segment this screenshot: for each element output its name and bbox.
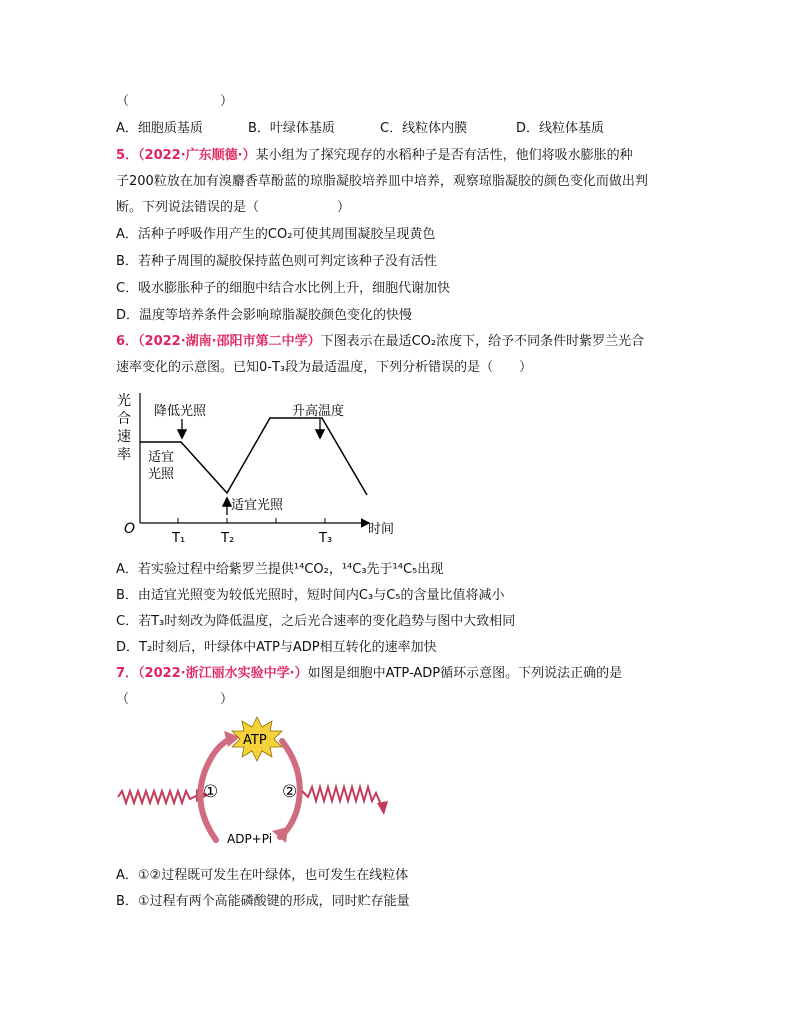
- q5-number: 5．: [116, 148, 139, 163]
- q7-option-b: B．①过程有两个高能磷酸键的形成，同时贮存能量: [116, 894, 410, 909]
- energy-in-zigzag: [118, 791, 198, 803]
- ann-suitable-light: 适宜光照: [231, 498, 284, 513]
- q5-stem-line1: [116, 146, 633, 166]
- q6-source: （2022·湖南·邵阳市第二中学）: [138, 334, 321, 349]
- rate-curve: [140, 418, 367, 495]
- q6-number: 6．: [116, 334, 139, 349]
- q6-stem1: 下图表示在最适CO₂浓度下，给予不同条件时紫罗兰光合: [320, 334, 645, 349]
- q4-answer-paren: （ ）: [116, 94, 234, 109]
- q7-stem-line1: [116, 664, 622, 684]
- q5-option-c: C．吸水膨胀种子的细胞中结合水比例上升，细胞代谢加快: [116, 281, 451, 296]
- energy-out-arrowhead: [377, 801, 388, 815]
- ylabel-char-4: 率: [117, 447, 131, 463]
- q6-option-b: B．由适宜光照变为较低光照时，短时间内C₃与C₅的含量比值将减小: [116, 588, 505, 603]
- ann-reduce-light: 降低光照: [154, 404, 207, 419]
- adp-pi-label: ADP+Pi: [227, 832, 273, 846]
- q6-option-c: C．若T₃时刻改为降低温度，之后光合速率的变化趋势与图中大致相同: [116, 614, 516, 629]
- q4-options: [116, 119, 604, 139]
- tick-label-t1: T₁: [172, 531, 186, 546]
- process-1-label: ①: [203, 782, 219, 802]
- ylabel-char-1: 光: [117, 393, 131, 409]
- q6-stem-line2: 速率变化的示意图。已知0-T₃段为最适温度，下列分析错误的是（ ）: [116, 360, 533, 375]
- q7-source: （2022·浙江丽水实验中学·）: [138, 666, 308, 681]
- xlabel: 时间: [368, 522, 395, 537]
- q4-option-b: B．叶绿体基质: [248, 121, 335, 136]
- q4-option-c: C．线粒体内膜: [380, 121, 468, 136]
- q5-stem1: 某小组为了探究现存的水稻种子是否有活性，他们将吸水膨胀的种: [255, 148, 633, 163]
- q7-answer-paren: （ ）: [116, 692, 234, 707]
- q5-option-d: D．温度等培养条件会影响琼脂凝胶颜色变化的快慢: [116, 308, 413, 323]
- q6-option-a: A．若实验过程中给紫罗兰提供¹⁴CO₂，¹⁴C₃先于¹⁴C₅出现: [116, 562, 444, 577]
- tick-label-t3: T₃: [319, 531, 333, 546]
- q5-source: （2022·广东顺德·）: [138, 148, 256, 163]
- q6-option-d: D．T₂时刻后，叶绿体中ATP与ADP相互转化的速率加快: [116, 640, 437, 655]
- ylabel-char-3: 速: [117, 429, 131, 445]
- ann-suitable-a: 适宜: [148, 450, 175, 465]
- q6-rate-graph: [110, 385, 400, 555]
- tick-label-t2: T₂: [221, 531, 235, 546]
- atp-label: ATP: [243, 733, 267, 748]
- q7-stem1: 如图是细胞中ATP-ADP循环示意图。下列说法正确的是: [307, 666, 623, 681]
- atp-adp-cycle-diagram: [112, 715, 402, 855]
- ann-raise-temp: 升高温度: [292, 404, 345, 419]
- process-2-arrowhead: [272, 827, 288, 843]
- ann-suitable-b: 光照: [148, 467, 175, 482]
- q4-option-d: D．线粒体基质: [516, 121, 605, 136]
- process-2-label: ②: [282, 782, 298, 802]
- q6-stem-line1: [116, 332, 644, 352]
- q5-option-b: B．若种子周围的凝胶保持蓝色则可判定该种子没有活性: [116, 254, 437, 269]
- q5-option-a: A．活种子呼吸作用产生的CO₂可使其周围凝胶呈现黄色: [116, 227, 436, 242]
- q4-option-a: A．细胞质基质: [116, 121, 203, 136]
- q7-option-a: A．①②过程既可发生在叶绿体，也可发生在线粒体: [116, 868, 409, 883]
- q5-stem-line3: 断。下列说法错误的是（ ）: [116, 200, 351, 215]
- energy-out-zigzag: [302, 787, 382, 807]
- q7-number: 7．: [116, 666, 139, 681]
- q5-stem-line2: 子200粒放在加有溴麝香草酚蓝的琼脂凝胶培养皿中培养，观察琼脂凝胶的颜色变化而做出判: [116, 174, 648, 189]
- origin-label: O: [124, 521, 136, 537]
- ylabel-char-2: 合: [117, 411, 131, 427]
